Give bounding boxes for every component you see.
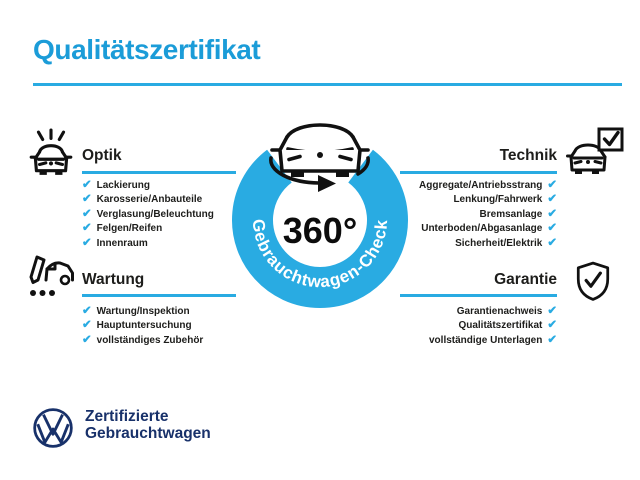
car-front-shine-icon (26, 128, 76, 178)
optik-item-list (82, 178, 214, 251)
item-label: vollständige Unterlagen (429, 334, 543, 346)
check-icon: ✔ (82, 319, 92, 331)
list-item (400, 222, 557, 237)
check-icon: ✔ (547, 222, 557, 234)
list-item (400, 193, 557, 208)
list-item (82, 178, 214, 193)
check-icon: ✔ (82, 222, 92, 234)
list-item (82, 304, 203, 319)
wartung-underline (82, 294, 236, 297)
list-item (400, 304, 557, 319)
check-icon: ✔ (547, 178, 557, 191)
item-label: Sicherheit/Elektrik (455, 237, 543, 249)
item-label: Felgen/Reifen (96, 223, 163, 235)
list-item (400, 207, 557, 222)
garantie-item-list (400, 304, 557, 348)
item-label: Karosserie/Anbauteile (96, 194, 203, 206)
item-label: Bremsanlage (479, 208, 543, 220)
check-icon: ✔ (547, 207, 557, 220)
check-icon: ✔ (82, 333, 92, 346)
item-label: Aggregate/Antriebsstrang (419, 179, 543, 191)
list-item (400, 319, 557, 334)
check-icon: ✔ (547, 236, 557, 249)
item-label: Lenkung/Fahrwerk (453, 194, 543, 206)
list-item (400, 333, 557, 348)
list-item (82, 236, 214, 251)
check-icon: ✔ (82, 207, 92, 220)
item-label: Unterboden/Abgasanlage (421, 223, 543, 235)
technik-item-list (400, 178, 557, 251)
item-label: Verglasung/Beleuchtung (96, 208, 214, 220)
item-label: Innenraum (96, 237, 148, 249)
list-item (82, 222, 214, 237)
check-icon: ✔ (547, 304, 557, 317)
list-item (82, 319, 203, 334)
section-heading-wartung: Wartung (82, 271, 145, 288)
section-heading-optik: Optik (82, 147, 122, 164)
garantie-underline (400, 294, 557, 297)
brand-line-1: Zertifizierte (85, 408, 169, 425)
list-item (82, 333, 203, 348)
list-item (400, 178, 557, 193)
wartung-item-list (82, 304, 203, 348)
badge-degree-label: 360° (282, 210, 358, 251)
list-item (82, 207, 214, 222)
vw-logo (32, 407, 74, 449)
item-label: vollständiges Zubehör (96, 334, 204, 346)
check-icon: ✔ (82, 236, 92, 249)
title-divider (33, 83, 622, 86)
shield-check-icon (575, 261, 611, 301)
car-checkbox-icon (566, 127, 624, 179)
brand-line-2: Gebrauchtwagen (85, 424, 211, 442)
360-check-badge (227, 106, 417, 318)
list-item (82, 193, 214, 208)
list-item (400, 236, 557, 251)
check-icon: ✔ (547, 333, 557, 346)
section-heading-garantie: Garantie (494, 271, 557, 288)
item-label: Lackierung (96, 179, 150, 191)
check-icon: ✔ (82, 193, 92, 205)
check-icon: ✔ (547, 193, 557, 205)
brand-text (85, 409, 211, 442)
technik-underline (400, 171, 557, 174)
optik-underline (82, 171, 236, 174)
item-label: Qualitätszertifikat (458, 320, 543, 332)
section-heading-technik: Technik (499, 147, 557, 164)
page-title: Qualitätszertifikat (33, 34, 261, 65)
check-icon: ✔ (82, 178, 92, 191)
item-label: Hauptuntersuchung (96, 320, 192, 332)
check-icon: ✔ (82, 304, 92, 317)
item-label: Garantienachweis (456, 305, 543, 317)
check-icon: ✔ (547, 319, 557, 331)
item-label: Wartung/Inspektion (96, 305, 190, 317)
badge-ring-label: Gebrauchtwagen-Check (248, 218, 392, 292)
pencil-checklist-car-icon (24, 253, 76, 303)
